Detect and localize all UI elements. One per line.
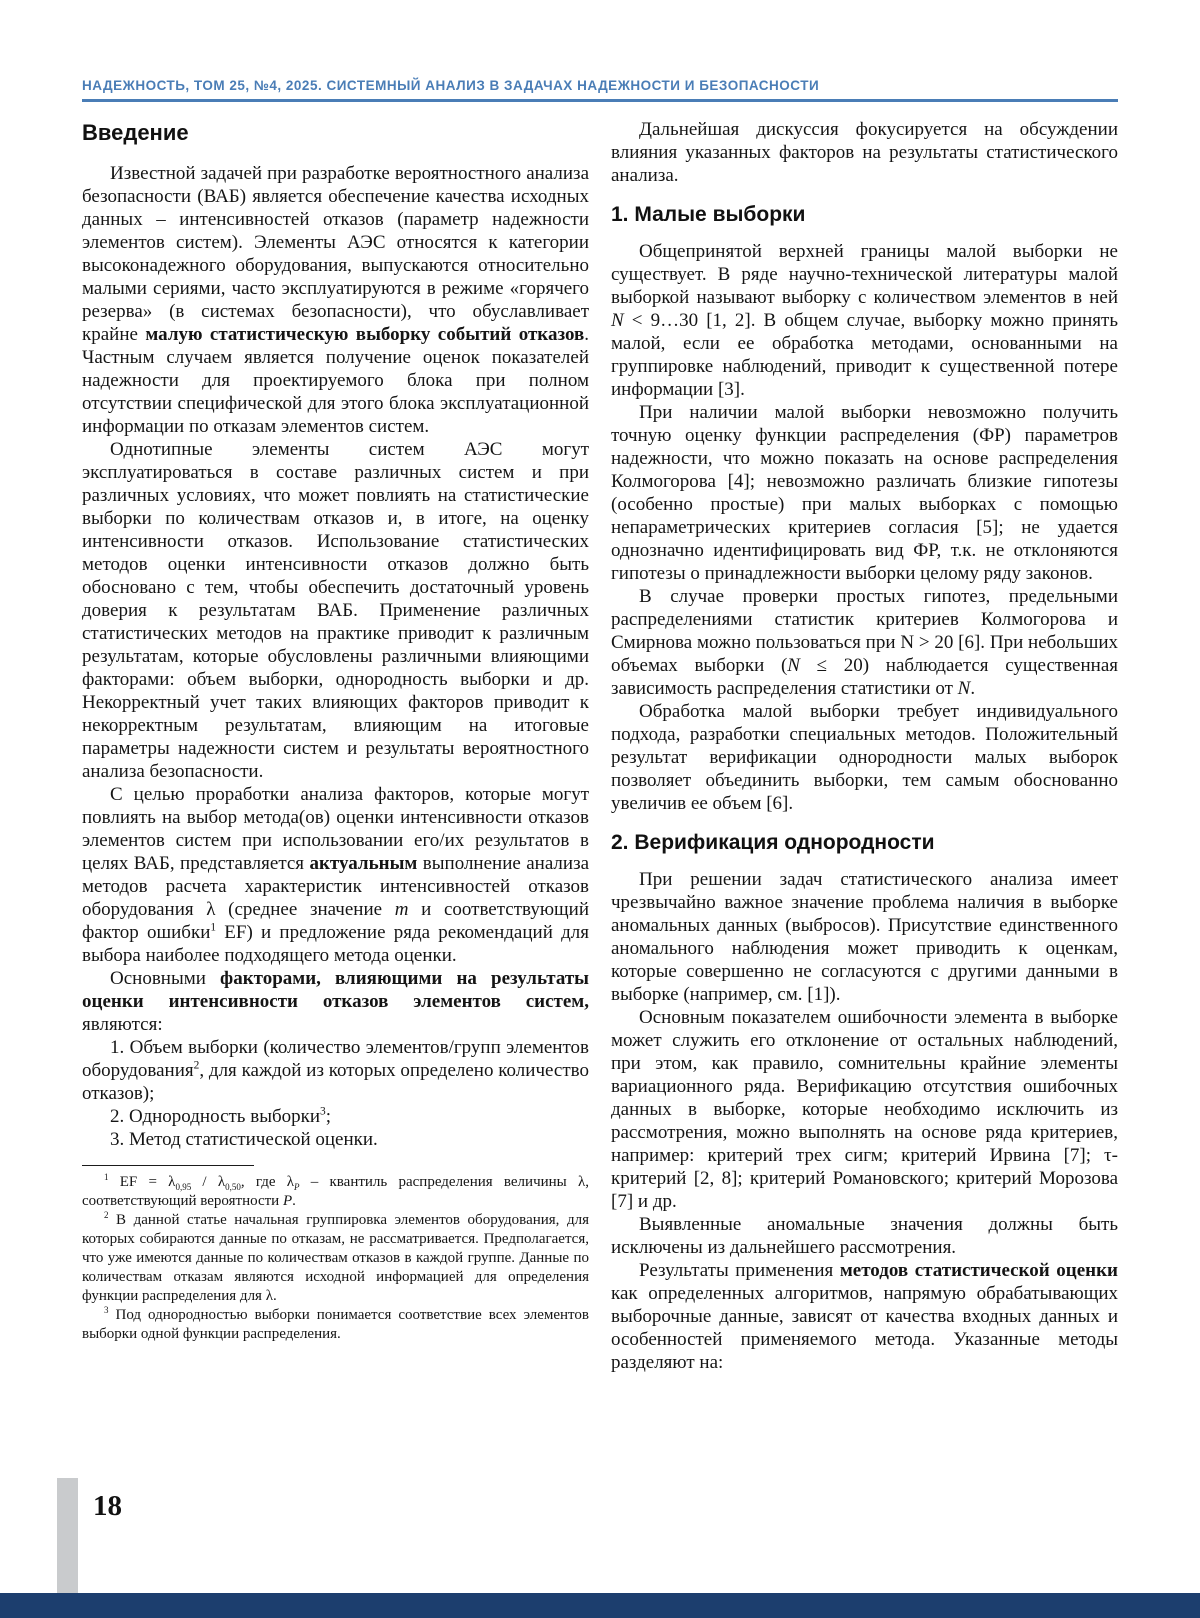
text-segment: Основными — [110, 968, 221, 989]
text-segment: . Частным случаем является получение оценок показателей надежности для проектируемого блока при полном отсутствии специфической для этого блока эксплуатационной информации по отказам элементов систем. — [82, 324, 590, 437]
text-segment: актуальным — [309, 853, 418, 874]
paragraph — [611, 1213, 1118, 1259]
text-segment: < 9…30 [1, 2]. В общем случае, выборку можно принять малой, если ее обработка методами, основанными на группировке наблюдений, приводит к существенной потере информации [3]. — [611, 310, 1118, 400]
text-segment: 1. Объем выборки (количество элементов/групп элементов оборудования — [82, 1037, 589, 1081]
text-segment: ; — [325, 1106, 332, 1127]
text-segment: Результаты применения — [639, 1260, 840, 1281]
paragraph — [611, 700, 1118, 815]
paragraph — [82, 162, 589, 438]
paragraph — [82, 783, 589, 967]
paragraph — [611, 118, 1118, 187]
paragraph — [82, 438, 589, 783]
text-segment: P — [282, 1193, 293, 1209]
section-heading-2: 2. Верификация однородности — [611, 831, 935, 854]
footnote — [82, 1211, 589, 1306]
text-segment: При наличии малой выборки невозможно получить точную оценку функции распределения (ФР) параметров надежности, что можно показать на основе распределения Колмогорова [4]; невозможно различать близкие гипотезы (особенно простые) при малых выборках с помощью непараметрических критериев согласия [5]; не удается однозначно идентифицировать вид ФР, т.к. не отклоняются гипотезы о принадлежности выборки целому ряду законов. — [611, 402, 1118, 584]
right-column — [611, 118, 1118, 1478]
text-segment: как определенных алгоритмов, напрямую обрабатывающих выборочные данные, зависят от качества входных данных и особенностей применяемого метода. Указанные методы разделяют на: — [611, 1283, 1118, 1373]
left-margin-bar — [57, 1478, 78, 1594]
text-segment: / λ — [191, 1174, 226, 1190]
text-segment: Известной задачей при разработке вероятностного анализа безопасности (ВАБ) является обеспечение качества исходных данных – интенсивностей отказов (параметр надежности элементов систем). Элементы АЭС относятся к категории высоконадежного оборудования, выпускаются относительно малыми сериями, часто эксплуатируются в режиме «горячего резерва» (в системах безопасности), что обуславливает крайне — [82, 163, 589, 345]
header-rule — [82, 99, 1118, 102]
footnote — [82, 1306, 589, 1344]
text-segment: – квантиль распределения величины λ, соответствующий вероятности — [82, 1174, 589, 1209]
paragraph — [611, 240, 1118, 401]
text-segment: малую статистическую выборку событий отказов — [145, 324, 585, 345]
text-segment: выполнение анализа методов расчета характеристик интенсивностей отказов оборудования λ (среднее значение — [82, 853, 590, 920]
text-segment: Обработка малой выборки требует индивидуального подхода, разработки специальных методов. Положительный результат верификации однородности малых выборок позволяет объединить выборки, тем самым обоснованно увеличив ее объем [6]. — [611, 701, 1118, 814]
text-segment: 0,95 — [175, 1182, 192, 1192]
text-segment: факторами, влияющими на результаты оценки интенсивности отказов элементов систем, — [82, 968, 590, 1012]
text-segment: При решении задач статистического анализа имеет чрезвычайно важное значение проблема наличия в выборке аномальных данных (выбросов). Присутствие единственного аномального наблюдения может приводить к оценкам, которые совершенно не согласуются с другими данными в выборке (например, см. [1]). — [611, 869, 1118, 1005]
list-item — [82, 1128, 589, 1151]
text-segment: Дальнейшая дискуссия фокусируется на обсуждении влияния указанных факторов на результаты статистического анализа. — [611, 119, 1118, 186]
list-item — [82, 1105, 589, 1128]
paragraph — [611, 868, 1118, 1006]
footnote-separator — [82, 1165, 254, 1166]
text-segment: , для каждой из которых определено количество отказов); — [82, 1060, 589, 1104]
section-heading-1: 1. Малые выборки — [611, 203, 806, 226]
text-segment: N — [611, 310, 624, 331]
text-segment: 3 — [320, 1105, 326, 1118]
paragraph — [611, 401, 1118, 585]
left-column — [82, 118, 589, 1478]
text-segment: 3 — [104, 1305, 109, 1315]
text-segment: . — [970, 678, 976, 699]
text-segment: Выявленные аномальные значения должны быть исключены из дальнейшего рассмотрения. — [611, 1214, 1118, 1258]
text-segment: С целью проработки анализа факторов, которые могут повлиять на выбор метода(ов) оценки интенсивности отказов элементов систем при использовании его/их результатов в целях ВАБ, представляется — [82, 784, 589, 874]
text-segment: Основным показателем ошибочности элемента в выборке может служить его отклонение от остальных наблюдений, при этом, как правило, сомнительны крайние элементы вариационного ряда. Верификацию отсутствия ошибочных данных в выборке, которые необходимо исключить из рассмотрения, можно выполнять на основе ряда критериев, например: критерий трех сигм; критерий Ирвина [7]; τ-критерий [2, 8]; критерий Романовского; критерий Морозова [7] и др. — [611, 1007, 1118, 1212]
text-segment: 2. Однородность выборки — [110, 1106, 321, 1127]
text-segment: 1 — [210, 921, 217, 934]
text-segment: и соответствующий фактор ошибки — [82, 899, 589, 943]
text-segment: , где λ — [240, 1174, 295, 1190]
text-segment: являются: — [82, 1014, 163, 1035]
text-segment: N — [787, 655, 800, 676]
page-number: 18 — [93, 1490, 122, 1522]
text-segment: P — [294, 1182, 300, 1192]
paragraph — [611, 1006, 1118, 1213]
article-body — [82, 118, 1118, 1478]
text-segment: В данной статье начальная группировка элементов оборудования, для которых собираются данные по отказам, не рассматривается. Предполагается, что уже имеются данные по количествам отказов в каждой группе. Данные по количествам отказам являются исходной информацией для определения функции распределения для λ. — [82, 1212, 589, 1304]
text-segment: EF) и предложение ряда рекомендаций для выбора наиболее подходящего метода оценки. — [82, 922, 589, 966]
journal-header-line: НАДЕЖНОСТЬ, ТОМ 25, №4, 2025. СИСТЕМНЫЙ АНАЛИЗ В ЗАДАЧАХ НАДЕЖНОСТИ И БЕЗОПАСНОСТИ — [82, 78, 820, 93]
text-segment: N — [957, 678, 971, 699]
footnote — [82, 1173, 589, 1211]
text-segment: 2 — [193, 1059, 200, 1072]
text-segment: Под однородностью выборки понимается соответствие всех элементов выборки одной функции распределения. — [82, 1307, 589, 1342]
text-segment: ≤ 20) наблюдается существенная зависимость распределения статистики от — [611, 655, 1118, 699]
text-segment: Общепринятой верхней границы малой выборки не существует. В ряде научно-технической литературы малой выборкой называют выборку с количеством элементов в ней — [611, 241, 1118, 308]
text-segment: m — [394, 899, 409, 920]
paragraph — [611, 1259, 1118, 1374]
footer-bar — [0, 1593, 1200, 1618]
paragraph — [82, 967, 589, 1036]
text-segment: 2 — [104, 1210, 109, 1220]
text-segment: EF = λ — [108, 1174, 176, 1190]
paragraph — [611, 585, 1118, 700]
text-segment: 1 — [104, 1172, 109, 1182]
text-segment: . — [292, 1193, 296, 1209]
text-segment: 0,50 — [225, 1182, 241, 1192]
text-segment: методов статистической оценки — [839, 1260, 1118, 1281]
text-segment: В случае проверки простых гипотез, предельными распределениями статистик критериев Колмогорова и Смирнова можно пользоваться при N > 20 [6]. При небольших объемах выборки ( — [611, 586, 1118, 676]
text-segment: Однотипные элементы систем АЭС могут эксплуатироваться в составе различных систем и при различных условиях, что может повлиять на статистические выборки по количествам отказов и, в итоге, на оценку интенсивности отказов. Использование статистических методов оценки интенсивности отказов должно быть обосновано с тем, чтобы обеспечить достаточный уровень доверия к результатам ВАБ. Применение различных статистических методов на практике приводит к различным результатам, которые обусловлены различными влияющими факторами: объем выборки, однородность выборки и др. Некорректный учет таких влияющих факторов приводит к некорректным результатам, влияющим на итоговые параметры надежности систем и результаты вероятностного анализа безопасности. — [82, 439, 589, 782]
intro-heading: Введение — [82, 120, 189, 145]
list-item — [82, 1036, 589, 1105]
text-segment: 3. Метод статистической оценки. — [110, 1129, 378, 1150]
